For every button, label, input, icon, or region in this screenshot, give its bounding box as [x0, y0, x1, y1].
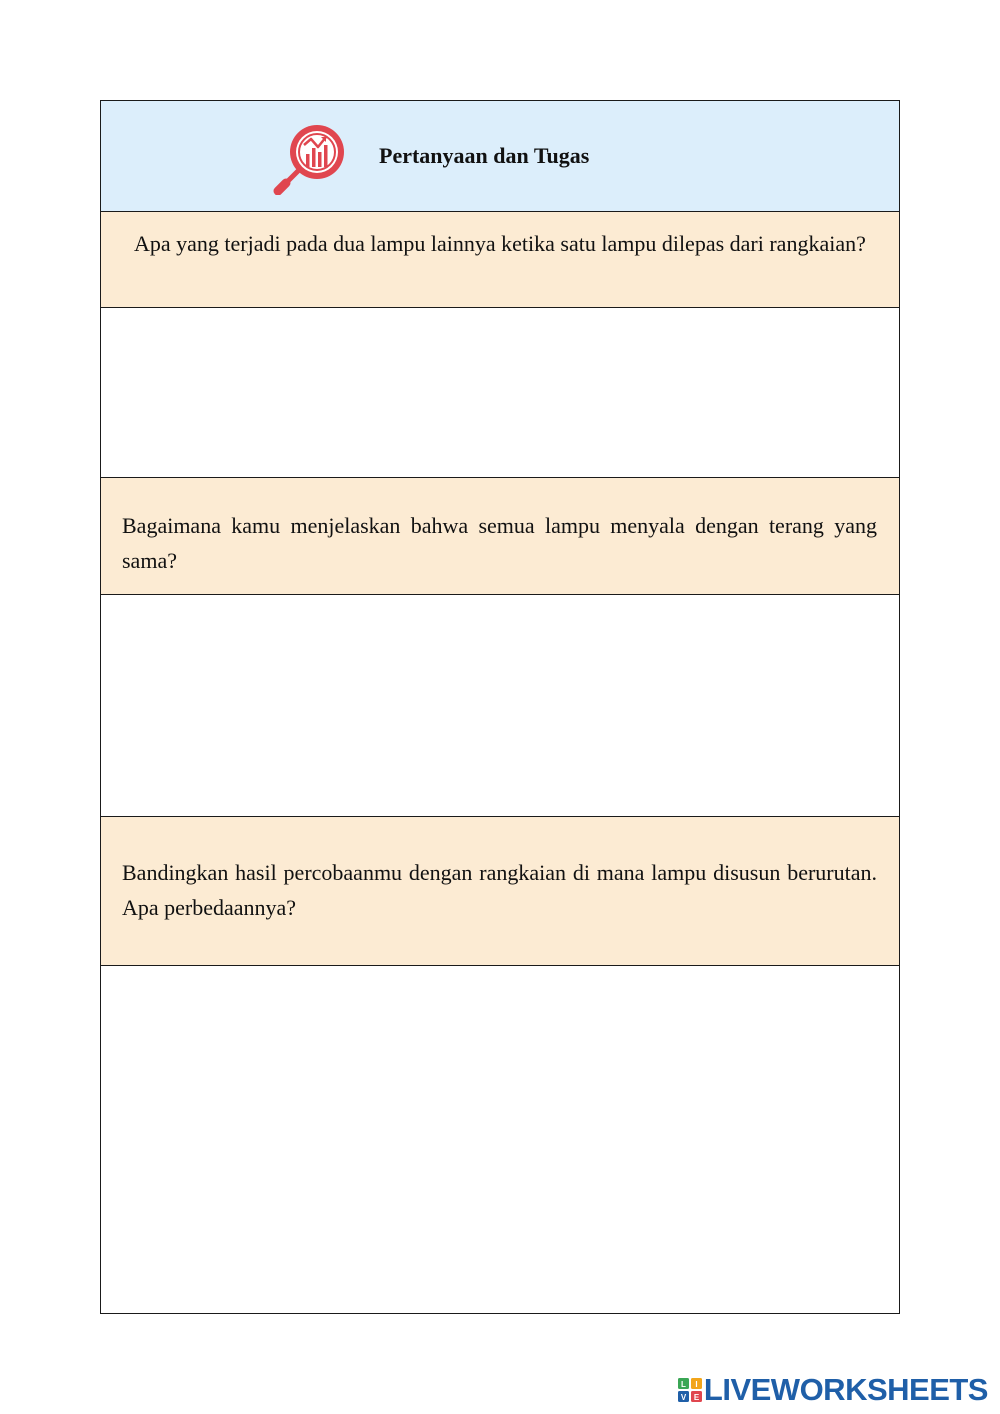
question-row-3 [101, 817, 899, 966]
logo-letter-l: L [680, 1380, 686, 1389]
answer-box-1 [101, 308, 899, 478]
answer-box-3 [101, 966, 899, 1313]
logo-letter-v: V [680, 1393, 687, 1402]
liveworksheets-logo-icon [678, 1378, 702, 1402]
logo-letter-e: E [693, 1393, 700, 1402]
answer-input-1[interactable] [109, 316, 891, 469]
magnifier-chart-icon [271, 121, 349, 195]
logo-letter-i: I [695, 1380, 698, 1389]
brand-text: LIVEWORKSHEETS [703, 1372, 988, 1407]
question-row-1 [101, 212, 899, 308]
question-text-3: Bandingkan hasil percobaanmu dengan rangkaian di mana lampu disusun berurutan. Apa perbedaannya? [122, 860, 877, 920]
answer-input-3[interactable] [109, 974, 891, 1305]
answer-box-2 [101, 595, 899, 817]
question-row-2 [101, 478, 899, 595]
question-text-2: Bagaimana kamu menjelaskan bahwa semua lampu menyala dengan terang yang sama? [122, 513, 877, 573]
question-text-1: Apa yang terjadi pada dua lampu lainnya ketika satu lampu dilepas dari rangkaian? [134, 231, 866, 256]
answer-input-2[interactable] [109, 603, 891, 808]
page-title: Pertanyaan dan Tugas [379, 143, 590, 168]
header-row [101, 101, 899, 212]
liveworksheets-logo [678, 1372, 988, 1408]
worksheet-table [100, 100, 900, 1314]
